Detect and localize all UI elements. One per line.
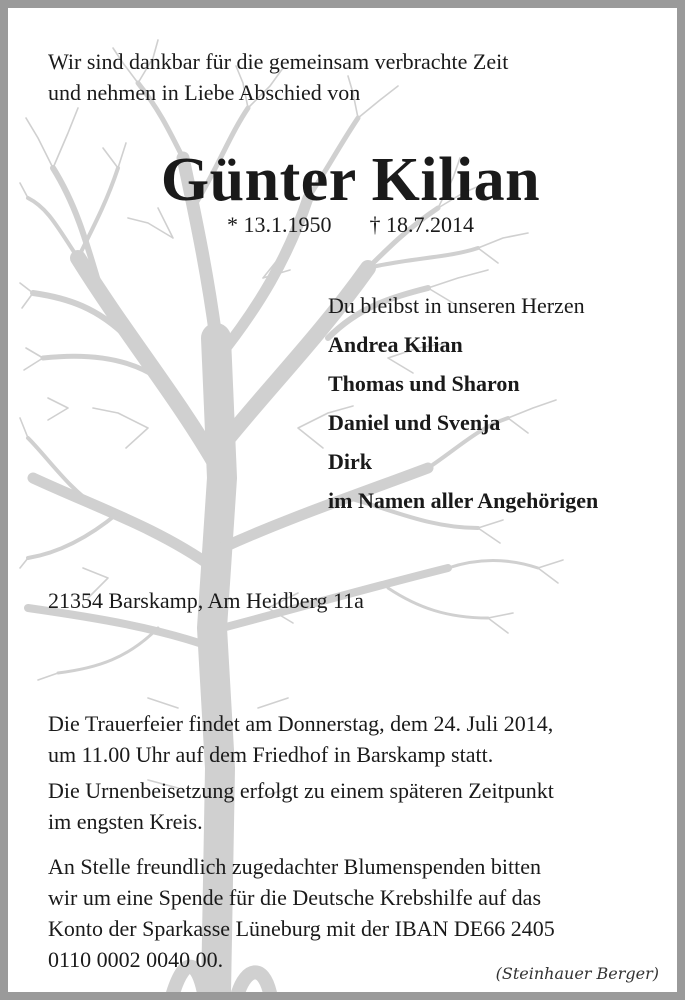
birth-date: * 13.1.1950 xyxy=(227,212,332,237)
donation-line: Konto der Sparkasse Lüneburg mit der IBAN DE66 2405 xyxy=(48,916,555,941)
donation-line: wir um eine Spende für die Deutsche Krebshilfe auf das xyxy=(48,885,542,910)
mourner-name: Dirk xyxy=(328,449,372,474)
death-date: † 18.7.2014 xyxy=(369,212,474,237)
funeral-line: um 11.00 Uhr auf dem Friedhof in Barskamp statt. xyxy=(48,742,494,767)
deceased-name: Günter Kilian xyxy=(160,146,541,214)
stonemason-credit: (Steinhauer Berger) xyxy=(495,964,659,983)
life-dates xyxy=(8,210,685,240)
mourners-list xyxy=(328,286,598,520)
intro-line: Wir sind dankbar für die gemeinsam verbrachte Zeit xyxy=(48,49,509,74)
mourner-name: Thomas und Sharon xyxy=(328,371,520,396)
urn-info xyxy=(48,775,554,837)
donation-line: An Stelle freundlich zugedachter Blumenspenden bitten xyxy=(48,854,542,879)
donation-line: 0110 0002 0040 00. xyxy=(48,947,224,972)
mourner-name: im Namen aller Angehörigen xyxy=(328,488,599,513)
funeral-line: Die Trauerfeier findet am Donnerstag, dem 24. Juli 2014, xyxy=(48,711,554,736)
urn-line: Die Urnenbeisetzung erfolgt zu einem späteren Zeitpunkt xyxy=(48,778,554,803)
family-address: 21354 Barskamp, Am Heidberg 11a xyxy=(48,588,364,613)
mourner-name: Andrea Kilian xyxy=(328,332,463,357)
intro-line: und nehmen in Liebe Abschied von xyxy=(48,80,361,105)
dedication-line: Du bleibst in unseren Herzen xyxy=(328,293,585,318)
urn-line: im engsten Kreis. xyxy=(48,809,203,834)
mourner-name: Daniel und Svenja xyxy=(328,410,501,435)
donation-info xyxy=(48,851,555,975)
intro-text xyxy=(48,46,508,108)
funeral-info xyxy=(48,708,553,770)
